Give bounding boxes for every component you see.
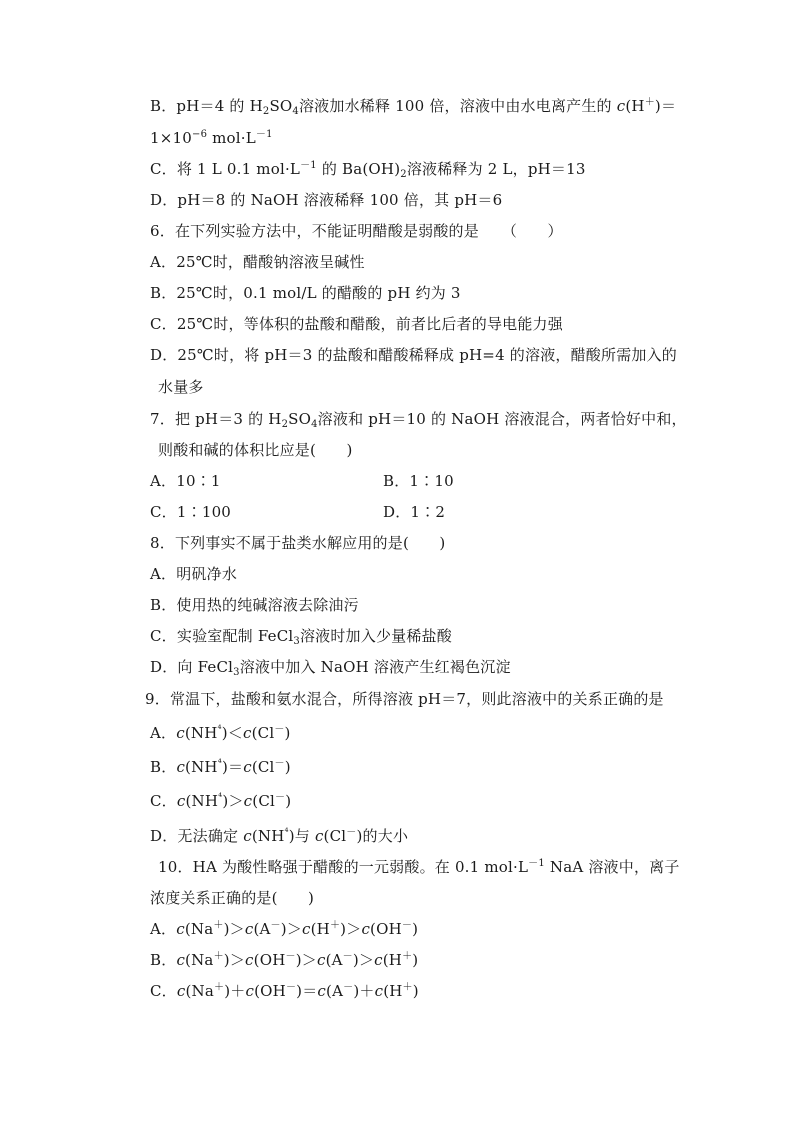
q6-option-d-line2: 水量多 [158, 378, 204, 396]
q8-option-a: A．明矾净水 [150, 565, 238, 583]
q8-stem: 8．下列事实不属于盐类水解应用的是( ) [150, 534, 446, 552]
q7-option-a: A．10∶1 [150, 472, 221, 490]
q9-option-b: B．$c(NH^{^4})=c(Cl^-)$ [150, 758, 291, 776]
q5-option-d: D．pH＝8 的 NaOH 溶液稀释 100 倍，其 pH＝6 [150, 191, 503, 209]
q8-option-d: D．向 FeCl$_3$溶液中加入 NaOH 溶液产生红褐色沉淀 [150, 658, 511, 678]
q10-stem-line2: 浓度关系正确的是( ) [150, 889, 315, 907]
q9-option-d: D．无法确定 $c(NH^{^4})$与 c(Cl－)的大小 [150, 827, 409, 845]
q7-options-ab [150, 471, 454, 491]
q9-stem: 9．常温下，盐酸和氨水混合，所得溶液 pH＝7，则此溶液中的关系正确的是 [145, 690, 664, 708]
q5-option-c: C．将 1 L 0.1 $mol\cdot L^{-1}$ 的 $Ba(OH)_2$溶液稀释为 2 L，pH＝13 [150, 160, 586, 180]
q7-stem-line1: 7．把 pH＝3 的 $H_2SO_4$溶液和 pH＝10 的 NaOH 溶液混合，两者恰好中和， [150, 410, 687, 430]
q7-options-cd [150, 502, 446, 522]
q7-option-b: B．1∶10 [383, 472, 454, 490]
q10-option-c: C．c(Na＋)＋c(OH－)＝c(A－)＋c(H＋) [150, 982, 419, 1000]
q9-option-a: A．$c(NH^{^4})<c(Cl^-)$ [150, 724, 291, 742]
q10-stem-line1: 10．HA 为酸性略强于醋酸的一元弱酸。在 0.1 $mol\cdot L^{-1}$ NaA 溶液中，离子 [158, 858, 680, 876]
q7-stem-line2: 则酸和碱的体积比应是( ) [158, 441, 353, 459]
q10-option-a: A．c(Na＋)＞c(A－)＞c(H＋)＞c(OH－) [150, 920, 419, 938]
q6-option-d-line1: D．25℃时，将 pH＝3 的盐酸和醋酸稀释成 pH=4 的溶液，醋酸所需加入的 [150, 346, 677, 364]
q6-option-a: A．25℃时，醋酸钠溶液呈碱性 [150, 253, 365, 271]
q9-option-c: C．$c(NH^{^4})>c(Cl^-)$ [150, 792, 292, 810]
q8-option-b: B．使用热的纯碱溶液去除油污 [150, 596, 359, 614]
q6-option-c: C．25℃时，等体积的盐酸和醋酸，前者比后者的导电能力强 [150, 315, 563, 333]
q8-option-c: C．实验室配制 FeCl$_3$溶液时加入少量稀盐酸 [150, 627, 452, 647]
q7-option-c: C．1∶100 [150, 503, 232, 521]
q5-option-b-line1: B．pH＝4 的 $H_2SO_4$溶液加水稀释 100 倍，溶液中由水电离产生的 c(H＋)＝ [150, 97, 677, 117]
q7-option-d: D．1∶2 [383, 503, 446, 521]
q5-option-b-line2: $1\times 10^{-6}$ $mol\cdot L^{-1}$ [150, 129, 273, 147]
q10-option-b: B．c(Na＋)＞c(OH－)＞c(A－)＞c(H＋) [150, 951, 419, 969]
q6-stem: 6．在下列实验方法中，不能证明醋酸是弱酸的是 （ ） [150, 222, 563, 240]
q6-option-b: B．25℃时，0.1 mol/L 的醋酸的 pH 约为 3 [150, 284, 461, 302]
